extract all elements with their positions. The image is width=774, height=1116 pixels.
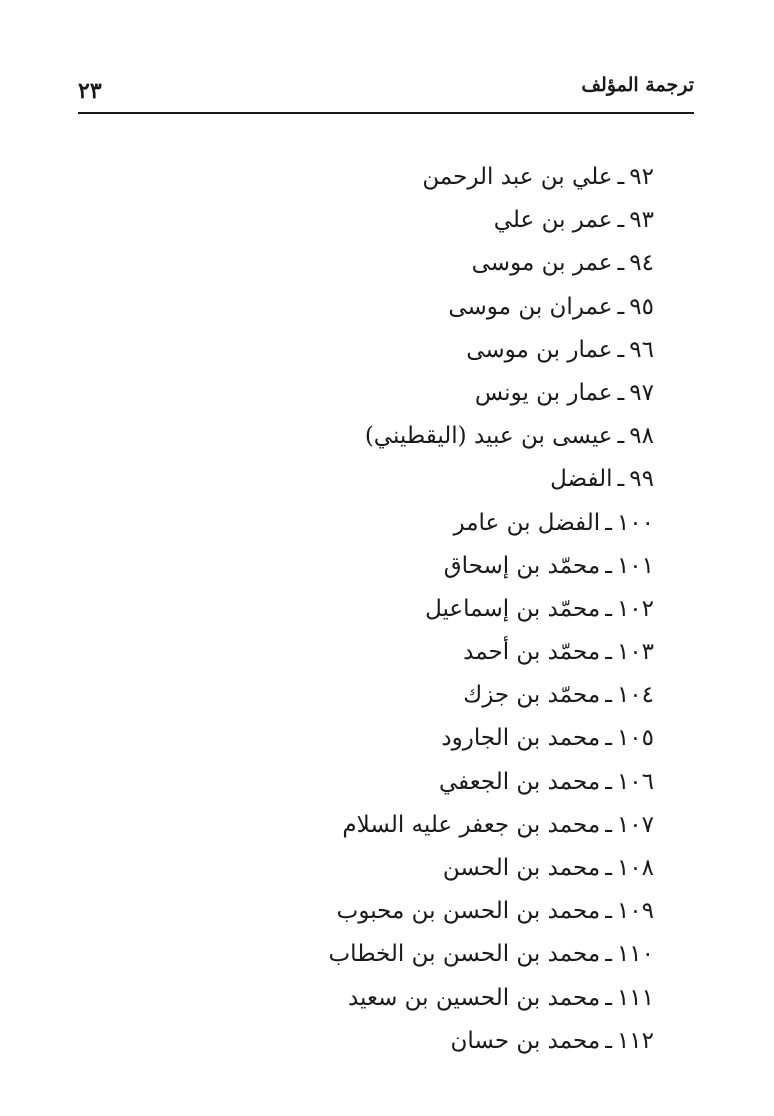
entry-name: عيسى بن عبيد (اليقطيني) <box>364 423 613 450</box>
list-item <box>134 156 654 199</box>
entry-number: ١٠٣ <box>616 639 654 666</box>
list-item <box>134 458 654 501</box>
entry-number: ١٠٤ <box>616 682 654 709</box>
entry-name: علي بن عبد الرحمن <box>422 164 613 190</box>
page-number: ٢٣ <box>78 78 102 104</box>
entry-separator: ـ <box>617 293 625 320</box>
entry-separator: ـ <box>605 1027 612 1054</box>
list-item <box>134 502 654 545</box>
list-item <box>134 242 654 285</box>
entry-number: ٩٢ <box>629 164 654 190</box>
entry-name: محمّد بن إسماعيل <box>425 595 601 622</box>
entry-separator: ـ <box>617 207 625 234</box>
entry-separator: ـ <box>617 250 625 277</box>
entry-separator: ـ <box>605 552 612 579</box>
list-item <box>134 804 654 847</box>
entry-number: ١٠١ <box>616 552 654 579</box>
list-item <box>134 286 654 329</box>
list-item <box>134 372 654 415</box>
entry-name: محمد بن جعفر عليه السلام <box>342 811 601 838</box>
entry-name: عمران بن موسى <box>448 293 613 320</box>
entry-separator: ـ <box>617 164 625 190</box>
entry-list <box>134 156 654 1063</box>
entry-name: محمّد بن إسحاق <box>443 552 601 579</box>
entry-separator: ـ <box>605 509 612 536</box>
entry-separator: ـ <box>605 725 612 752</box>
list-item <box>134 977 654 1020</box>
entry-name: الفضل <box>550 466 613 493</box>
header-rule <box>78 112 694 114</box>
entry-number: ١٠٧ <box>616 811 654 838</box>
list-item <box>134 329 654 372</box>
entry-name: عمار بن يونس <box>474 379 613 406</box>
list-item <box>134 890 654 933</box>
entry-number: ١٠٩ <box>616 898 654 925</box>
entry-name: محمد بن الحسن بن الخطاب <box>328 941 601 968</box>
entry-name: عمر بن موسى <box>471 250 613 277</box>
entry-number: ٩٦ <box>629 336 654 363</box>
list-item <box>134 199 654 242</box>
list-item <box>134 717 654 760</box>
entry-number: ١٠٠ <box>616 509 654 536</box>
entry-number: ١٠٨ <box>616 855 654 881</box>
list-item <box>134 631 654 674</box>
entry-name: محمد بن الحسن بن محبوب <box>336 898 601 925</box>
entry-name: محمّد بن أحمد <box>463 639 601 666</box>
entry-name: محمد بن الحسن <box>442 855 601 881</box>
list-item <box>134 415 654 458</box>
entry-number: ٩٣ <box>629 207 654 234</box>
header-title: ترجمة المؤلف <box>581 74 694 96</box>
entry-number: ٩٨ <box>629 423 654 450</box>
entry-number: ١٠٦ <box>616 768 654 795</box>
entry-separator: ـ <box>605 941 612 968</box>
entry-name: محمد بن حسان <box>450 1027 601 1054</box>
entry-separator: ـ <box>617 379 625 406</box>
entry-name: محمد بن الحسين بن سعيد <box>347 984 601 1011</box>
entry-name: عمر بن علي <box>493 207 613 234</box>
entry-separator: ـ <box>617 466 625 493</box>
entry-separator: ـ <box>605 639 612 666</box>
entry-separator: ـ <box>605 811 612 838</box>
entry-number: ٩٧ <box>629 379 654 406</box>
entry-number: ١٠٥ <box>616 725 654 752</box>
entry-separator: ـ <box>605 898 612 925</box>
entry-separator: ـ <box>617 423 625 450</box>
entry-name: عمار بن موسى <box>466 336 613 363</box>
entry-number: ٩٥ <box>629 293 654 320</box>
entry-name: محمد بن الجارود <box>441 725 601 752</box>
running-header <box>78 70 694 110</box>
entry-name: الفضل بن عامر <box>453 509 601 536</box>
entry-number: ١٠٢ <box>616 595 654 622</box>
list-item <box>134 674 654 717</box>
entry-separator: ـ <box>605 595 612 622</box>
entry-number: ١١٢ <box>616 1027 654 1054</box>
entry-number: ١١٠ <box>616 941 654 968</box>
entry-number: ٩٩ <box>629 466 654 493</box>
entry-number: ٩٤ <box>629 250 654 277</box>
entry-separator: ـ <box>605 984 612 1011</box>
list-item <box>134 847 654 890</box>
entry-number: ١١١ <box>616 984 654 1011</box>
entry-separator: ـ <box>605 855 612 881</box>
entry-name: محمّد بن جزك <box>463 682 601 709</box>
entry-separator: ـ <box>605 768 612 795</box>
entry-separator: ـ <box>617 336 625 363</box>
entry-separator: ـ <box>605 682 612 709</box>
entry-name: محمد بن الجعفي <box>438 768 601 795</box>
list-item <box>134 545 654 588</box>
list-item <box>134 1020 654 1063</box>
list-item <box>134 761 654 804</box>
list-item <box>134 933 654 976</box>
list-item <box>134 588 654 631</box>
